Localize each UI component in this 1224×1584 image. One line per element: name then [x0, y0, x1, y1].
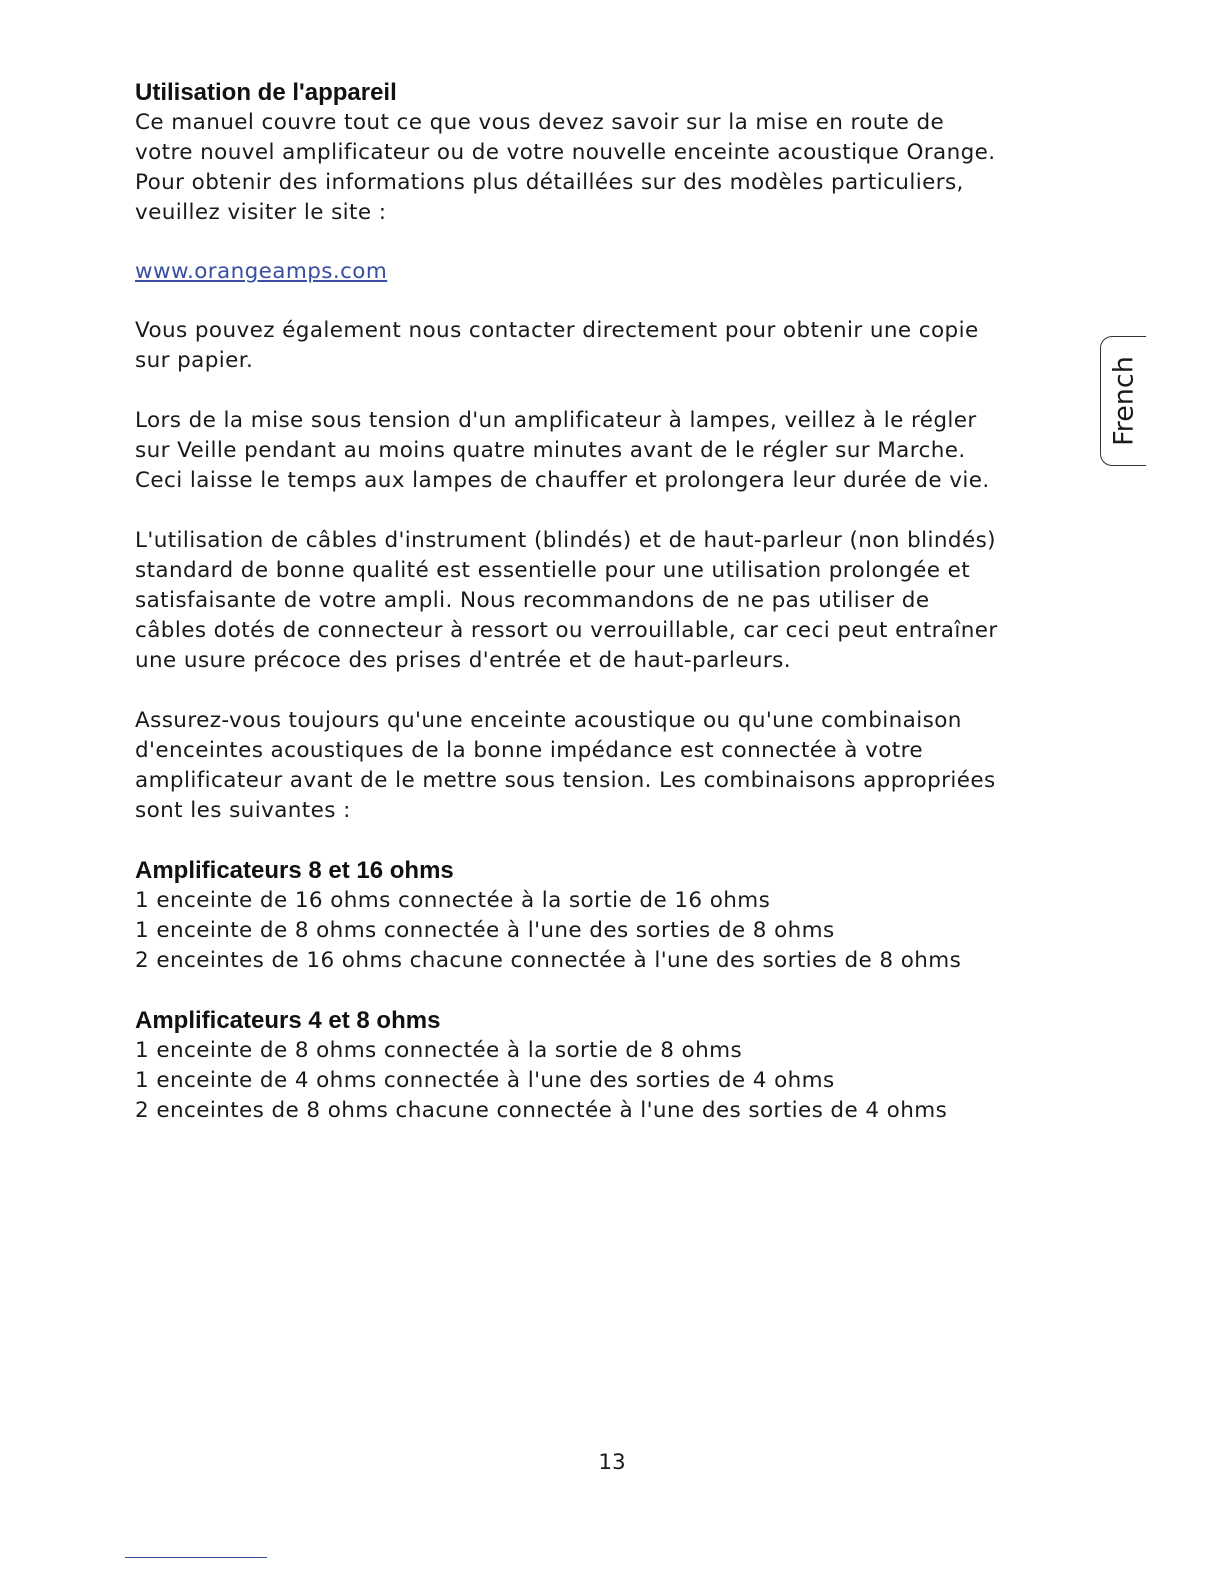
- intro-line: veuillez visiter le site :: [135, 200, 387, 225]
- footer-rule: [125, 1557, 267, 1558]
- standby-line: Ceci laisse le temps aux lampes de chauffer et prolongera leur durée de vie.: [135, 468, 990, 493]
- impedance-line: amplificateur avant de le mettre sous tension. Les combinaisons appropriées: [135, 768, 996, 793]
- cables-paragraph: [135, 526, 1035, 676]
- spacer: [135, 976, 1035, 1006]
- contact-paragraph: [135, 316, 1035, 376]
- spacer: [135, 496, 1035, 526]
- spacer: [135, 228, 1035, 257]
- list-item: 1 enceinte de 4 ohms connectée à l'une des sorties de 4 ohms: [135, 1068, 835, 1093]
- contact-line: Vous pouvez également nous contacter directement pour obtenir une copie: [135, 318, 979, 343]
- intro-line: votre nouvel amplificateur ou de votre nouvelle enceinte acoustique Orange.: [135, 140, 996, 165]
- cables-line: une usure précoce des prises d'entrée et de haut-parleurs.: [135, 648, 792, 673]
- spacer: [135, 826, 1035, 856]
- impedance-line: Assurez-vous toujours qu'une enceinte acoustique ou qu'une combinaison: [135, 708, 962, 733]
- amp-4-8-title: Amplificateurs 4 et 8 ohms: [135, 1007, 441, 1034]
- page-content: [135, 78, 1035, 1126]
- language-tab: [1100, 336, 1146, 466]
- spacer: [135, 676, 1035, 706]
- cables-line: câbles dotés de connecteur à ressort ou verrouillable, car ceci peut entraîner: [135, 618, 998, 643]
- impedance-line: d'enceintes acoustiques de la bonne impédance est connectée à votre: [135, 738, 924, 763]
- list-item: 1 enceinte de 8 ohms connectée à l'une des sorties de 8 ohms: [135, 918, 835, 943]
- language-tab-label: French: [1108, 356, 1139, 446]
- spacer: [135, 376, 1035, 406]
- spacer: [135, 287, 1035, 316]
- intro-paragraph: [135, 108, 1035, 228]
- list-item: 2 enceintes de 16 ohms chacune connectée à l'une des sorties de 8 ohms: [135, 948, 962, 973]
- intro-line: Pour obtenir des informations plus détaillées sur des modèles particuliers,: [135, 170, 964, 195]
- cables-line: L'utilisation de câbles d'instrument (blindés) et de haut-parleur (non blindés): [135, 528, 996, 553]
- impedance-paragraph: [135, 706, 1035, 826]
- list-item: 1 enceinte de 8 ohms connectée à la sortie de 8 ohms: [135, 1038, 743, 1063]
- intro-line: Ce manuel couvre tout ce que vous devez savoir sur la mise en route de: [135, 110, 945, 135]
- amp-8-16-list: [135, 886, 1035, 976]
- standby-line: sur Veille pendant au moins quatre minutes avant de le régler sur Marche.: [135, 438, 966, 463]
- section-title: Utilisation de l'appareil: [135, 79, 397, 106]
- amp-8-16-title: Amplificateurs 8 et 16 ohms: [135, 857, 454, 884]
- cables-line: satisfaisante de votre ampli. Nous recommandons de ne pas utiliser de: [135, 588, 930, 613]
- page-number: 13: [598, 1450, 626, 1475]
- website-link[interactable]: www.orangeamps.com: [135, 259, 388, 284]
- cables-line: standard de bonne qualité est essentielle pour une utilisation prolongée et: [135, 558, 971, 583]
- list-item: 1 enceinte de 16 ohms connectée à la sortie de 16 ohms: [135, 888, 771, 913]
- amp-4-8-list: [135, 1036, 1035, 1126]
- standby-paragraph: [135, 406, 1035, 496]
- impedance-line: sont les suivantes :: [135, 798, 351, 823]
- list-item: 2 enceintes de 8 ohms chacune connectée à l'une des sorties de 4 ohms: [135, 1098, 948, 1123]
- contact-line: sur papier.: [135, 348, 254, 373]
- standby-line: Lors de la mise sous tension d'un amplificateur à lampes, veillez à le régler: [135, 408, 977, 433]
